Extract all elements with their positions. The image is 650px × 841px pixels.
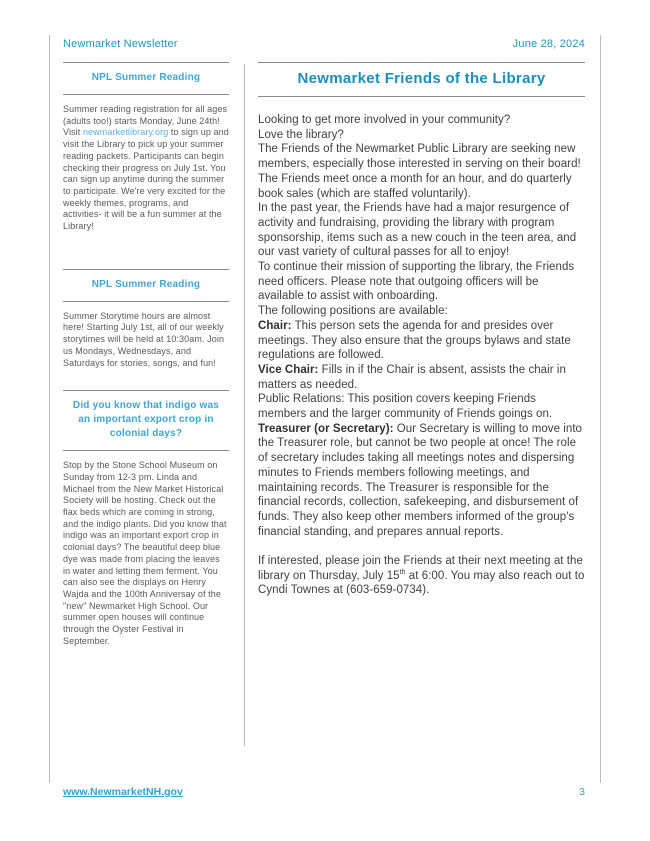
sidebar-column [63,62,229,648]
left-guide-line [49,35,50,783]
article-line: Vice Chair: Fills in if the Chair is absent, assists the chair in matters as needed. [258,363,566,391]
article-line: Treasurer (or Secretary): Our Secretary is willing to move into the Treasurer role, but cannot be two people at once! The role of secretary includes taking all meetings notes and dispersing minutes to Friends members following meetings, and maintaining records. The Treasurer is responsible for the financial records, collection, safekeeping, and disbursement of funds. They also keep other members informed of the group's financial standing, and prepares annual reports. [258,422,583,538]
page-header [63,38,585,50]
footer-website-link[interactable]: www.NewmarketNH.gov [63,786,183,798]
position-title: Vice Chair: [258,363,319,376]
inline-link[interactable]: newmarketlibrary.org [82,127,169,138]
section-heading-rule [63,301,229,302]
sidebar-section [63,269,229,370]
article-line: Love the library? [258,128,344,141]
article-title: Newmarket Friends of the Library [297,70,546,87]
section-paragraph: Summer Storytime hours are almost here! Starting July 1st, all of our weekly storytimes will be held at 10:30am. Join us Mondays, Wednesdays, and Saturdays for stories, songs, and fun! [63,310,225,368]
section-heading: Did you know that indigo was an important export crop in colonial days? [72,400,220,440]
position-title: Treasurer (or Secretary): [258,422,394,435]
newsletter-title: Newmarket Newsletter [63,38,178,50]
article-line: The Friends of the Newmarket Public Library are seeking new members, especially those interested in serving on their board! [258,143,581,171]
issue-date: June 28, 2024 [512,38,585,50]
article-line: Public Relations: This position covers keeping Friends members and the larger community of Friends goings on. [258,393,553,421]
article-title-rule [258,96,585,97]
article-body [258,113,585,598]
article-line: Looking to get more involved in your community? [258,114,511,126]
sidebar-sections [63,62,229,648]
right-guide-line [600,35,601,783]
ordinal-suffix: th [399,568,406,576]
page-footer [63,786,585,798]
sidebar-section [63,62,229,233]
article-line: Chair: This person sets the agenda for and presides over meetings. They also ensure that the groups bylaws and state regulations are followed. [258,319,571,362]
article-line: The Friends meet once a month for an hour, and do quarterly book sales (which are staffed voluntarily). [258,172,572,200]
section-paragraph: Summer reading registration for all ages (adults too!) starts Monday, June 24th! Visit newmarketlibrary.org to sign up and visit the Library to pick up your summer reading packets. Participants can begin checking their progress on July 1st. You can sign up anytime during the summer to participate. We're very excited for the weekly themes, programs, and activities- it will be a fun summer at the Library! [63,104,229,232]
article-line: If interested, please join the Friends at their next meeting at the library on Thursday, July 15th at 6:00. You may also reach out to Cyndi Townes at (603-659-0734). [258,555,585,597]
section-heading-rule [63,94,229,95]
article-line: To continue their mission of supporting the library, the Friends need officers. Please note that outgoing officers will be available to assist with onboarding. [258,261,575,303]
article-line: In the past year, the Friends have had a major resurgence of activity and fundraising, providing the library with program sponsorship, items such as a new couch in the teen area, and our vast variety of cultural passes for all to enjoy! [258,202,577,259]
section-heading-rule [63,450,229,451]
main-column [258,62,585,598]
section-heading: NPL Summer Reading [91,278,201,290]
section-heading: NPL Summer Reading [91,72,201,83]
column-divider-line [244,64,245,746]
sidebar-section [63,390,229,647]
section-paragraph: Stop by the Stone School Museum on Sunday from 12-3 pm. Linda and Michael from the New Market Historical Society will be hosting. Check out the flax beds which are coming in strong, and the indigo plants. Did you know that indigo was an important export crop in colonial days? The beautiful deep blue dye was made from placing the leaves in water and letting them ferment. You can also see the displays on Henry Wajda and the 100th Anniversay of the "new" Newmarket High School. Our summer open houses will continue through the Oyster Festival in September. [63,460,227,646]
position-title: Chair: [258,319,292,332]
page-number: 3 [579,786,585,798]
article-line: The following positions are available: [258,305,448,318]
